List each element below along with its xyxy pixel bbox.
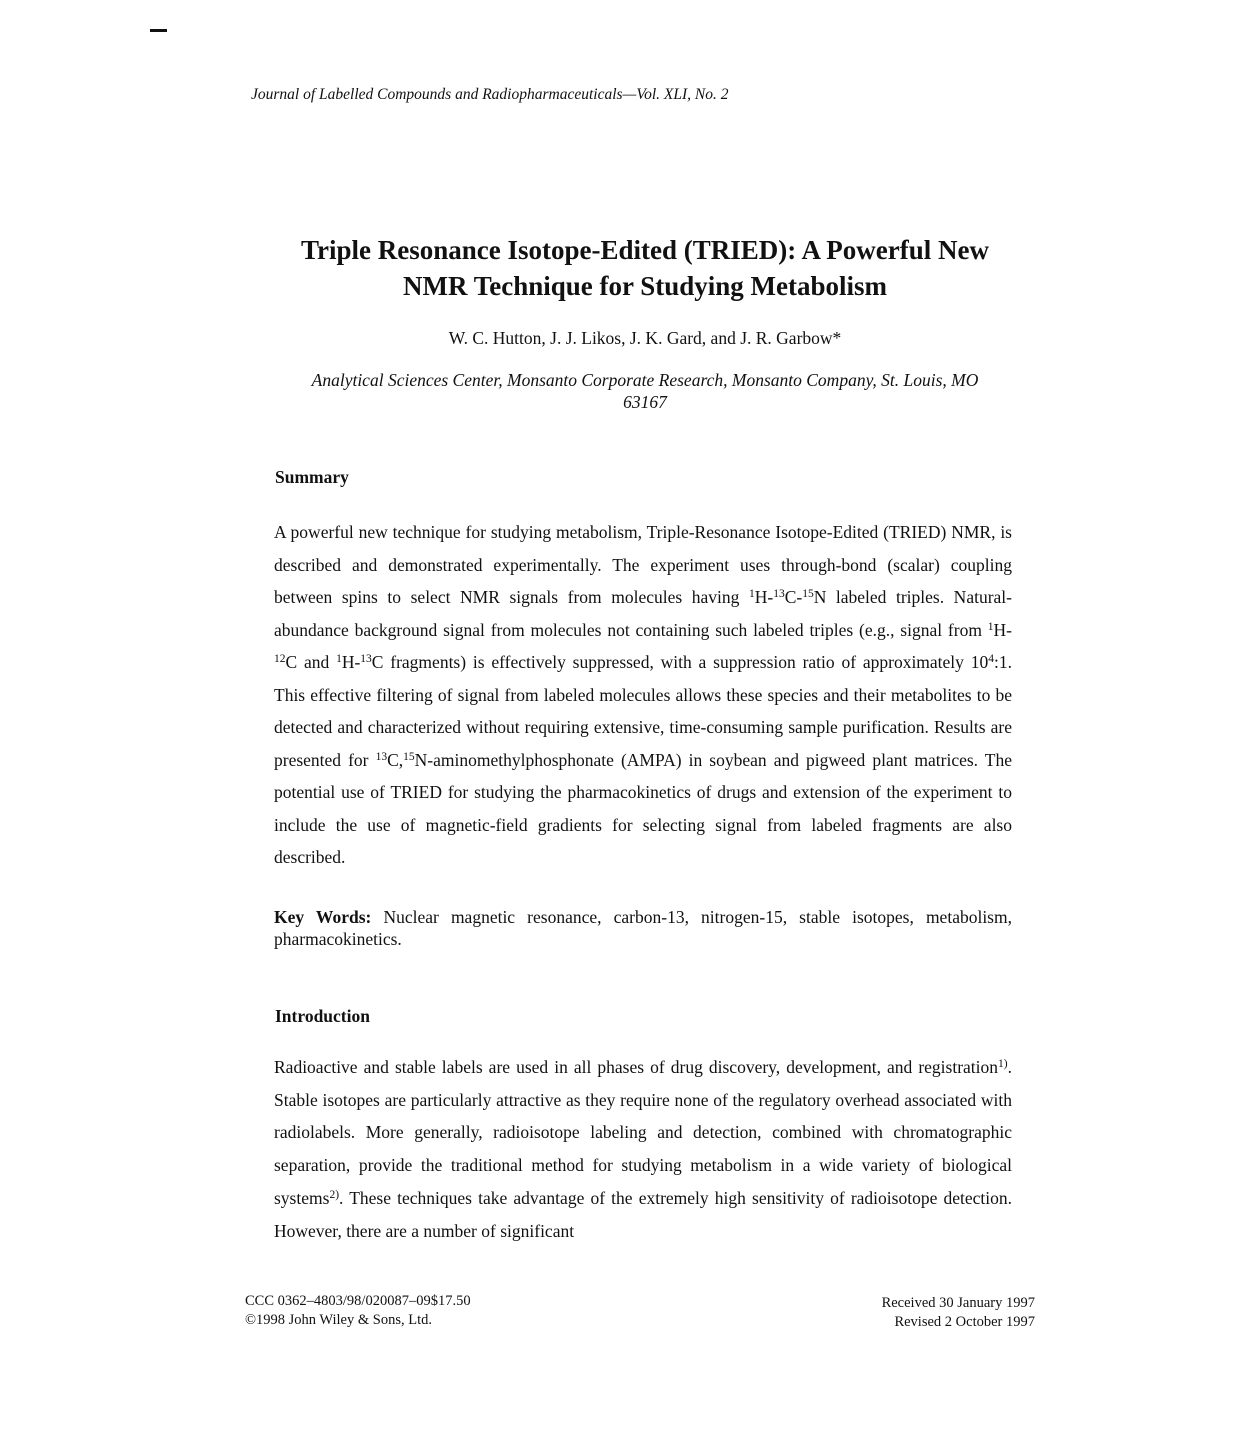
- author-list: W. C. Hutton, J. J. Likos, J. K. Gard, and J. R. Garbow*: [448, 328, 842, 348]
- citation-1: 1): [998, 1058, 1008, 1070]
- author-affiliation: [270, 369, 1020, 413]
- keywords-label: Key Words:: [274, 907, 372, 927]
- footer-dates: [882, 1294, 1035, 1332]
- keywords-list: Nuclear magnetic resonance, carbon-13, nitrogen-15, stable isotopes, metabolism, pharmacokinetics.: [274, 907, 1012, 949]
- footer-publication-info: [245, 1292, 471, 1330]
- revised-date: Revised 2 October 1997: [894, 1314, 1035, 1330]
- introduction-paragraph: Radioactive and stable labels are used in all phases of drug discovery, development, and registration$^{1)}$. Stable isotopes are particularly attractive as they require none of the regulatory overhead associated with radiolabels. More generally, radioisotope labeling and detection, combined with chromatographic separation, provide the traditional method for studying metabolism in a wide variety of biological systems$^{2)}$. These techniques take advantage of the extremely high sensitivity of radioisotope detection. However, there are a number of significant: [274, 1057, 1012, 1241]
- affiliation-line-1: Analytical Sciences Center, Monsanto Corporate Research, Monsanto Company, St. Louis, MO: [311, 370, 979, 390]
- summary-heading: Summary: [275, 467, 349, 487]
- affiliation-line-2: 63167: [623, 392, 667, 412]
- keywords-paragraph: [274, 906, 1012, 950]
- summary-paragraph: A powerful new technique for studying metabolism, Triple-Resonance Isotope-Edited (TRIED) NMR, is described and demonstrated experimentally. The experiment uses through-bond (scalar) coupling between spins to select NMR signals from molecules having $^1$H-$^{13}$C-$^{15}$N labeled triples. Natural-abundance background signal from molecules not containing such labeled triples (e.g., signal from $^1$H-$^{12}$C and $^1$H-$^{13}$C fragments) is effectively suppressed, with a suppression ratio of approximately $10^4:1$. This effective filtering of signal from labeled molecules allows these species and their metabolites to be detected and characterized without requiring extensive, time-consuming sample purification. Results are presented for $^{13}$C,$^{15}$N-aminomethylphosphonate (AMPA) in soybean and pigweed plant matrices. The potential use of TRIED for studying the pharmacokinetics of drugs and extension of the experiment to include the use of magnetic-field gradients for selecting signal from labeled fragments are also described.: [274, 522, 1012, 867]
- article-title: [200, 232, 1090, 304]
- title-line-2: NMR Technique for Studying Metabolism: [402, 271, 888, 301]
- ccc-code: CCC 0362–4803/98/020087–09$17.50: [245, 1293, 471, 1309]
- received-date: Received 30 January 1997: [881, 1295, 1035, 1311]
- journal-running-header: Journal of Labelled Compounds and Radiopharmaceuticals—Vol. XLI, No. 2: [251, 86, 729, 103]
- corner-scan-mark: [150, 29, 167, 32]
- title-line-1: Triple Resonance Isotope-Edited (TRIED): A Powerful New: [301, 235, 989, 265]
- introduction-heading: Introduction: [275, 1006, 370, 1026]
- citation-2: 2): [329, 1188, 340, 1201]
- copyright-notice: ©1998 John Wiley & Sons, Ltd.: [245, 1312, 432, 1328]
